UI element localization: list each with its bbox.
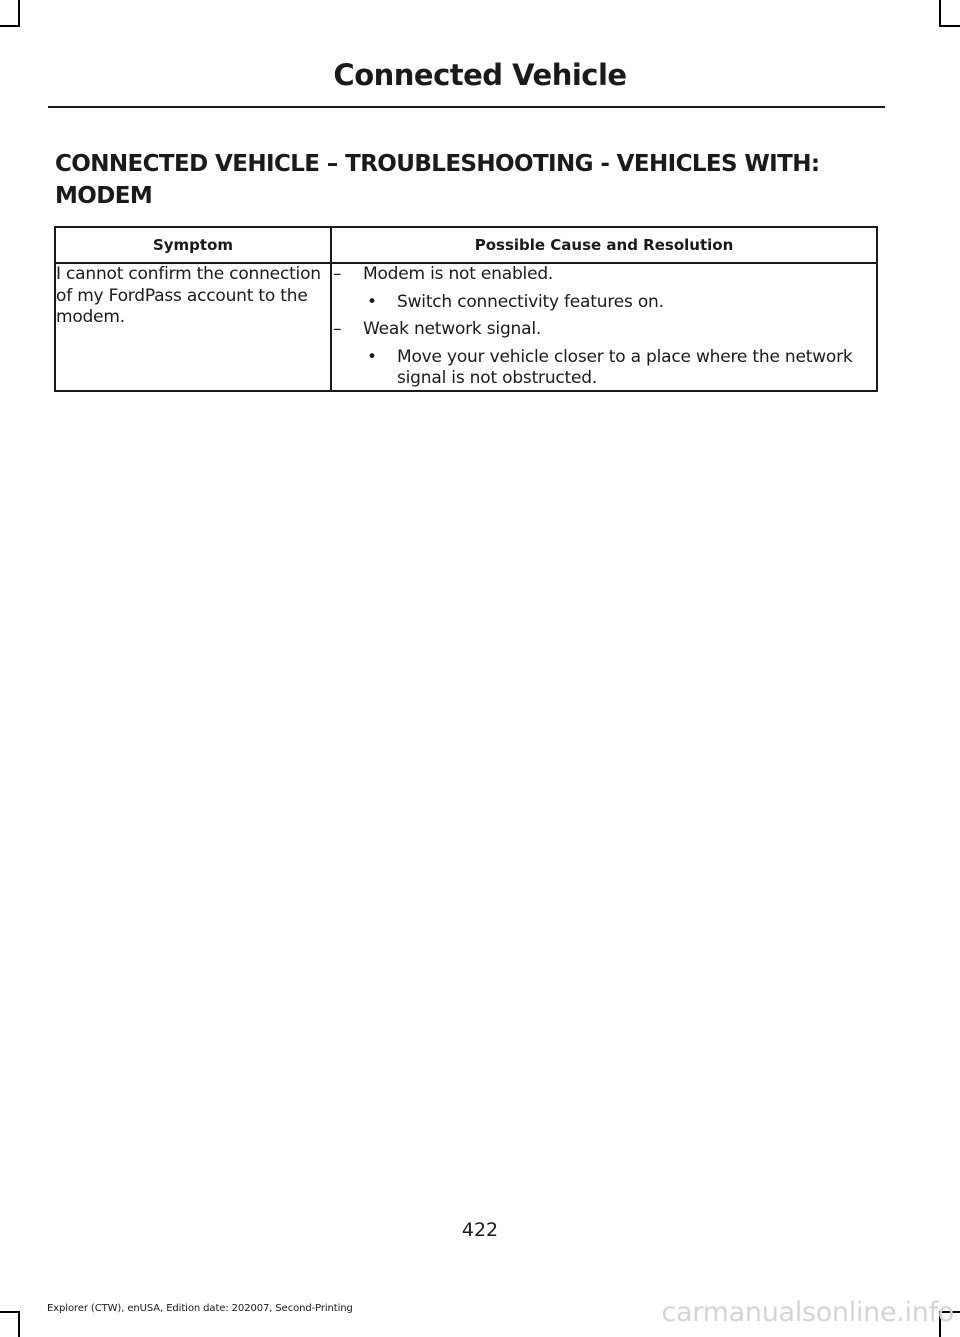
- edition-footer: Explorer (CTW), enUSA, Edition date: 202007, Second-Printing: [47, 1303, 353, 1314]
- resolution-cell: [331, 263, 877, 391]
- column-header-resolution: Possible Cause and Resolution: [331, 227, 877, 263]
- crop-mark-top-right-horizontal: [939, 25, 960, 27]
- bullet-marker: •: [367, 291, 377, 312]
- column-header-symptom: Symptom: [55, 227, 331, 263]
- crop-mark-bottom-left-vertical: [18, 1311, 20, 1337]
- cause-text: Modem is not enabled.: [363, 264, 554, 284]
- action-item: [363, 347, 876, 390]
- dash-marker: –: [333, 319, 342, 339]
- cause-item: [332, 264, 876, 286]
- section-title: CONNECTED VEHICLE – TROUBLESHOOTING - VEHICLES WITH: MODEM: [55, 151, 820, 209]
- crop-mark-top-left-vertical: [18, 0, 20, 26]
- page-header-title: Connected Vehicle: [333, 58, 627, 92]
- troubleshooting-table: [54, 226, 878, 392]
- crop-mark-bottom-left-horizontal: [0, 1311, 20, 1313]
- crop-mark-top-right-vertical: [939, 0, 941, 26]
- action-text: Move your vehicle closer to a place where the network signal is not obstructed.: [397, 346, 853, 388]
- header-divider: [48, 106, 885, 108]
- table-header-row: [55, 227, 877, 263]
- bullet-marker: •: [367, 346, 377, 367]
- action-item: [363, 292, 876, 314]
- crop-mark-top-left-horizontal: [0, 25, 20, 27]
- table-row: [55, 263, 877, 391]
- page-number: 422: [461, 1219, 499, 1241]
- cause-item: [332, 319, 876, 341]
- cause-text: Weak network signal.: [363, 319, 542, 339]
- symptom-cell: I cannot confirm the connection of my FordPass account to the modem.: [55, 263, 331, 391]
- dash-marker: –: [333, 264, 342, 284]
- action-text: Switch connectivity features on.: [397, 291, 664, 312]
- watermark-text: carmanualsonline.info: [661, 1297, 954, 1328]
